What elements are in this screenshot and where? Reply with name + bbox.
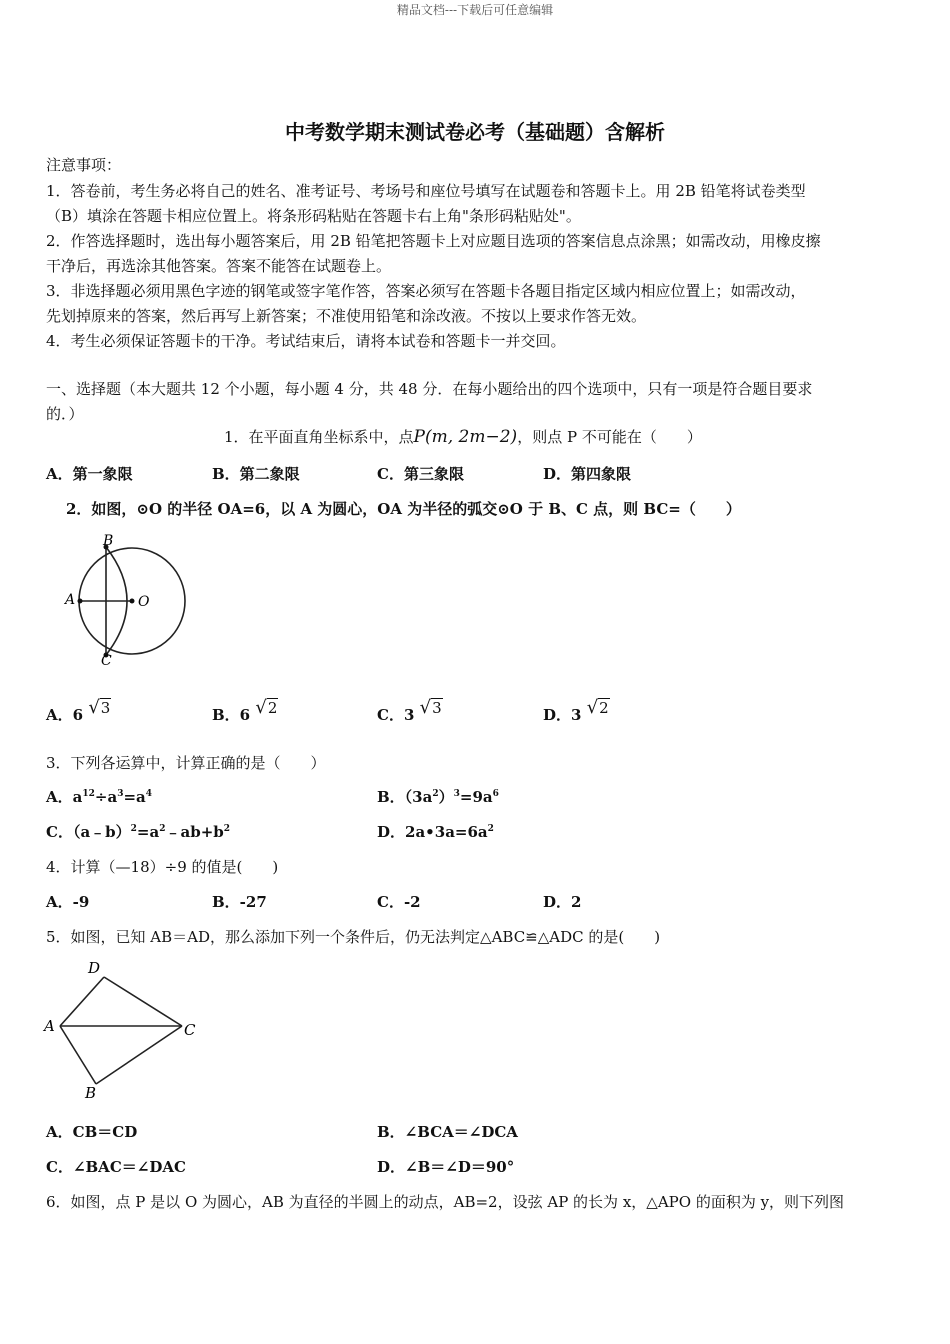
section-heading-line-2: 的．） xyxy=(46,405,84,423)
label-b: B xyxy=(103,534,114,549)
question-5-option-c: C．∠BAC＝∠DAC xyxy=(46,1158,186,1176)
question-2-option-c-label: C．3 xyxy=(377,706,415,724)
document-title: 中考数学期末测试卷必考（基础题）含解析 xyxy=(285,120,665,144)
question-2-option-a xyxy=(46,697,111,725)
question-4-option-d: D．2 xyxy=(543,893,582,911)
notice-line-3: 2．作答选择题时，选出每小题答案后，用 2B 铅笔把答题卡上对应题目选项的答案信息点涂黑；如需改动，用橡皮擦 xyxy=(46,232,821,250)
question-4-option-c: C．-2 xyxy=(377,893,421,911)
segment-dc xyxy=(104,977,182,1026)
sqrt-symbol: √2 xyxy=(586,697,609,718)
question-3-option-c: C．$(a﹣b)^2=a^2﹣ab+b^2$ xyxy=(46,823,231,841)
question-2-option-b xyxy=(212,697,278,725)
point-o xyxy=(130,599,135,604)
question-1-prefix: 1．在平面直角坐标系中，点 xyxy=(224,428,414,446)
question-2-option-c xyxy=(377,697,443,725)
question-1-option-d: D．第四象限 xyxy=(543,465,632,483)
question-4-stem: 4．计算（—18）÷9 的值是( ) xyxy=(46,858,279,876)
question-3-option-b: B．$(3a^2)^3=9a^6$ xyxy=(377,788,499,806)
question-1-option-b: B．第二象限 xyxy=(212,465,300,483)
sqrt-symbol: √2 xyxy=(255,697,278,718)
question-2-option-a-label: A．6 xyxy=(46,706,84,724)
question-1-stem xyxy=(224,426,702,447)
question-2-option-b-label: B．6 xyxy=(212,706,251,724)
label-a: A xyxy=(44,1017,55,1035)
notice-line-5: 3．非选择题必须用黑色字迹的钢笔或签字笔作答，答案必须写在答题卡各题目指定区域内相应位置上；如需改动， xyxy=(46,282,806,300)
label-o: O xyxy=(138,594,150,610)
question-5-stem: 5．如图，已知 AB＝AD，那么添加下列一个条件后，仍无法判定△ABC≌△ADC 的是( ) xyxy=(46,928,661,946)
question-1-option-c: C．第三象限 xyxy=(377,465,464,483)
sqrt-symbol: √3 xyxy=(419,697,442,718)
question-3-option-a: A．$a^{12}\div a^3=a^4$ xyxy=(46,788,153,806)
label-d: D xyxy=(88,959,101,977)
question-5-option-b: B．∠BCA＝∠DCA xyxy=(377,1123,518,1141)
radicand: 3 xyxy=(100,699,111,717)
segment-ad xyxy=(60,977,104,1026)
notice-heading: 注意事项： xyxy=(46,156,122,174)
label-b: B xyxy=(85,1084,97,1100)
radicand: 2 xyxy=(599,699,609,717)
radicand: 3 xyxy=(432,699,442,717)
question-2-option-d-label: D．3 xyxy=(543,706,582,724)
segment-ab xyxy=(60,1026,96,1084)
segment-bc xyxy=(96,1026,182,1084)
question-3-option-d: D．$2a•3a=6a^2$ xyxy=(377,823,494,841)
question-2-circle-figure xyxy=(60,534,195,667)
question-6-stem: 6．如图，点 P 是以 O 为圆心，AB 为直径的半圆上的动点，AB=2，设弦 AP 的长为 x，△APO 的面积为 y，则下列图 xyxy=(46,1193,845,1211)
question-5-option-a: A．CB＝CD xyxy=(46,1123,138,1141)
label-c: C xyxy=(184,1021,196,1039)
notice-line-1: 1．答卷前，考生务必将自己的姓名、准考证号、考场号和座位号填写在试题卷和答题卡上。用 2B 铅笔将试卷类型 xyxy=(46,182,806,200)
page-header-watermark: 精品文档---下载后可任意编辑 xyxy=(396,3,554,17)
question-4-option-a: A．-9 xyxy=(46,893,90,911)
question-1-point: P(m, 2m−2) xyxy=(413,427,518,447)
question-2-option-d xyxy=(543,697,610,725)
notice-line-6: 先划掉原来的答案，然后再写上新答案；不准使用铅笔和涂改液。不按以上要求作答无效。 xyxy=(46,307,647,325)
notice-line-4: 干净后，再选涂其他答案。答案不能答在试题卷上。 xyxy=(46,257,392,275)
point-a xyxy=(78,599,83,604)
label-a: A xyxy=(65,592,76,608)
question-3-stem: 3．下列各运算中，计算正确的是（ ） xyxy=(46,754,326,772)
question-5-quadrilateral-figure xyxy=(42,958,202,1100)
question-1-option-a: A．第一象限 xyxy=(46,465,133,483)
notice-line-7: 4．考生必须保证答题卡的干净。考试结束后，请将本试卷和答题卡一并交回。 xyxy=(46,332,566,350)
question-5-option-d: D．∠B＝∠D＝90° xyxy=(377,1158,515,1176)
radicand: 2 xyxy=(267,699,278,717)
sqrt-symbol: √3 xyxy=(88,697,111,718)
label-c: C xyxy=(101,653,112,667)
section-heading-line-1: 一、选择题（本大题共 12 个小题，每小题 4 分，共 48 分．在每小题给出的四个选项中，只有一项是符合题目要求 xyxy=(46,380,813,398)
question-1-suffix: ，则点 P 不可能在（ ） xyxy=(517,428,702,446)
question-4-option-b: B．-27 xyxy=(212,893,267,911)
notice-line-2: （B）填涂在答题卡相应位置上。将条形码粘贴在答题卡右上角"条形码粘贴处"。 xyxy=(46,207,581,225)
question-2-stem: 2．如图，⊙O 的半径 OA=6，以 A 为圆心，OA 为半径的弧交⊙O 于 B、C 点，则 BC=（ ） xyxy=(66,500,741,518)
